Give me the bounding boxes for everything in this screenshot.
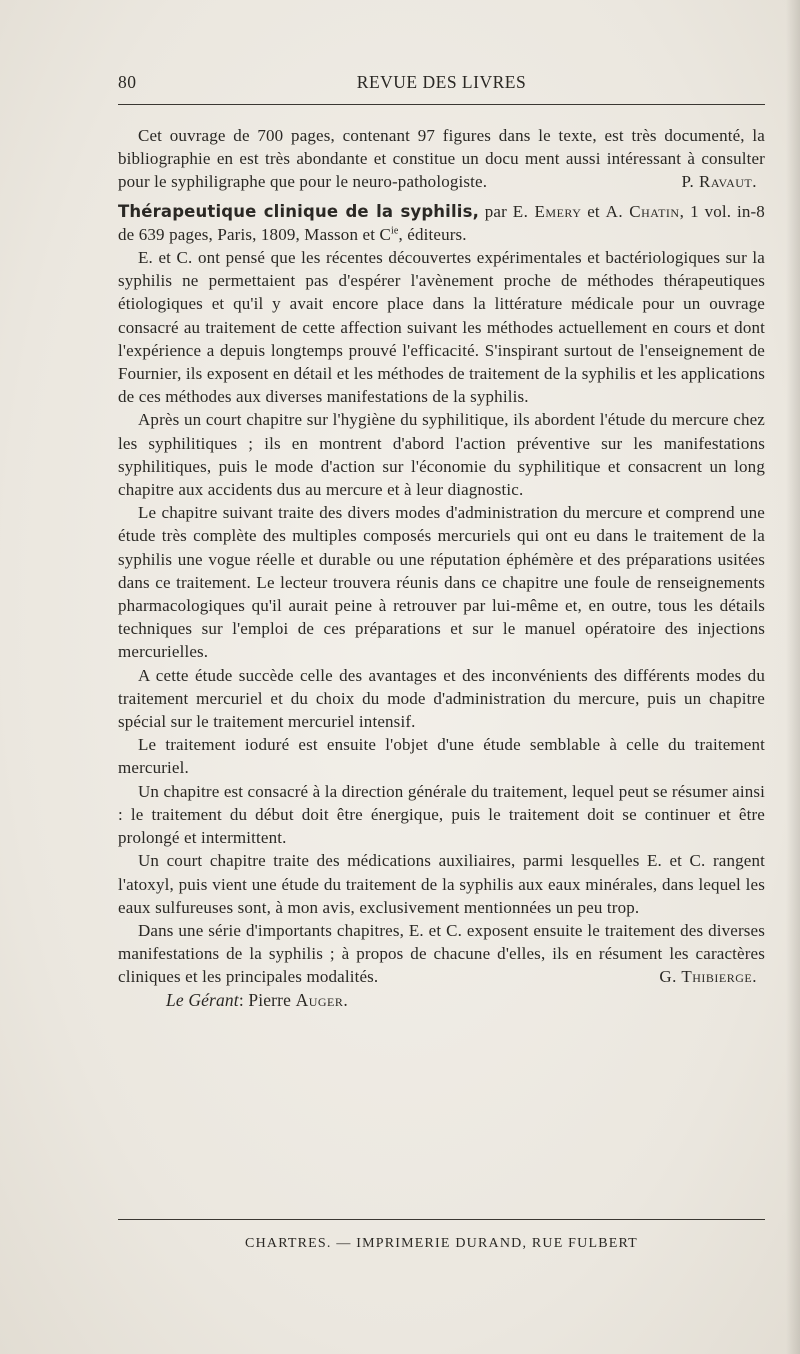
review2-paragraph-6: Un chapitre est consacré à la direction générale du traitement, lequel peut se résumer ainsi : le traitement du début doit être énergique, puis le traitement doit se continuer et être prolongé et intermittent. <box>118 781 765 848</box>
book-and: et <box>587 201 600 221</box>
review2-paragraph-5: Le traitement ioduré est ensuite l'objet d'une étude semblable à celle du traitement mercuriel. <box>118 735 765 778</box>
gerant-first-name: Pierre <box>248 989 292 1010</box>
review2-paragraph-4: A cette étude succède celle des avantages et des inconvénients des différents modes du traitement mercuriel et du choix du mode d'administration du mercure, puis un chapitre spécial sur le traitement mercuriel intensif. <box>118 665 765 732</box>
page-body <box>118 124 765 1012</box>
running-title: REVUE DES LIVRES <box>356 72 527 92</box>
review2-paragraph-8 <box>118 919 765 989</box>
review2-signature: G. Thibierge. <box>659 967 757 987</box>
review2-paragraph-3: Le chapitre suivant traite des divers modes d'administration du mercure et comprend une étude très complète des multiples composés mercuriels qui ont eu dans le traitement de la syphilis une vogue réelle et durable ou une réputation éphémère et des préparations usitées dans ce traitement. Le lecteur trouvera réunis dans ce chapitre une foule de renseignements pharmacologiques qu'il aurait peine à retrouver par lui-même et, en outre, tous les détails techniques sur l'emploi de ces préparations et sur le manuel opératoire des injections mercurielles. <box>118 503 765 662</box>
book-by: par <box>484 201 507 221</box>
footer-rule <box>118 1219 765 1220</box>
gerant-colon: : <box>238 989 244 1010</box>
header-rule <box>118 104 765 105</box>
book-author-2: A. Chatin, <box>605 201 685 221</box>
gerant-line <box>118 989 765 1012</box>
book-author-1: E. Emery <box>512 201 582 221</box>
book-title: Thérapeutique clinique de la syphilis, <box>118 201 479 221</box>
review1-paragraph <box>118 124 765 194</box>
page-number: 80 <box>118 72 137 92</box>
gerant-label: Le Gérant <box>166 989 239 1010</box>
gerant-last-name: Auger. <box>295 989 349 1010</box>
printer-footer: CHARTRES. — IMPRIMERIE DURAND, RUE FULBERT <box>245 1236 638 1251</box>
review2-last-text: Dans une série d'importants chapitres, E. et C. exposent ensuite le traitement des diverses manifestations de la syphilis ; à propos de chacune d'elles, ils en résument les caractères cliniques et les principales modalités. <box>118 920 765 987</box>
book-details: 1 vol. in-8 de 639 pages, Paris, 1809, Masson et C <box>118 201 765 244</box>
review1-signature: P. Ravaut. <box>681 172 757 192</box>
review2-paragraph-2: Après un court chapitre sur l'hygiène du syphilitique, ils abordent l'étude du mercure chez les syphilitiques ; ils en montrent d'abord l'action préventive sur les manifestations syphilitiques, puis le mode d'action sur l'économie du syphilitique et consacrent un long chapitre aux accidents dus au mercure et à leur diagnostic. <box>118 410 765 500</box>
review2-paragraph-7: Un court chapitre traite des médications auxiliaires, parmi lesquelles E. et C. rangent l'atoxyl, puis vient une étude du traitement de la syphilis aux eaux minérales, dans lequel les eaux sulfureuses sont, à mon avis, exclusivement mentionnées un peu trop. <box>118 851 765 917</box>
book-details-sup: ie <box>390 225 399 237</box>
review1-text: Cet ouvrage de 700 pages, contenant 97 figures dans le texte, est très documenté, la bibliographie en est très abondante et constitue un docu ment aussi intéressant à consulter pour le syphiligraphe que pour le neuro-pathologiste. <box>118 126 765 192</box>
book-details-end: , éditeurs. <box>398 224 467 244</box>
page-header <box>118 72 765 96</box>
review2-heading <box>118 200 765 246</box>
page-edge-shadow <box>786 0 800 1354</box>
review2-paragraph-1: E. et C. ont pensé que les récentes découvertes expérimentales et bactériologiques sur la syphilis ne permettaient pas d'espérer l'avènement proche de méthodes thérapeutiques étiologiques et qu'il y avait encore place dans la littérature médicale pour un ouvrage consacré au traitement de cette affection suivant les méthodes actuellement en cours et dont l'expérience a depuis longtemps prouvé l'efficacité. S'inspirant surtout de l'enseignement de Fournier, ils exposent en détail et les méthodes de traitement de la syphilis et les applications de ces méthodes aux diverses manifestations de la syphilis. <box>118 248 765 407</box>
